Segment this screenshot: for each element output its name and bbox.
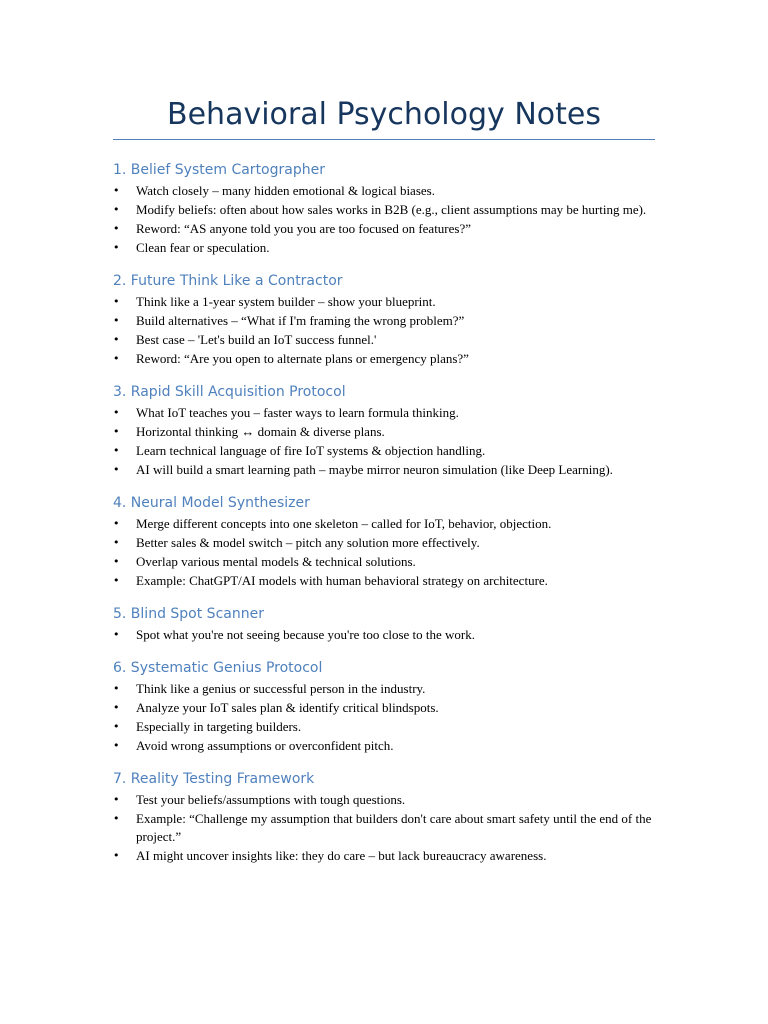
title-underline bbox=[113, 139, 655, 140]
list-item bbox=[113, 515, 655, 533]
bullet-icon: • bbox=[113, 463, 120, 476]
page-title: Behavioral Psychology Notes bbox=[167, 97, 601, 132]
list-item bbox=[113, 350, 655, 368]
list-item-text: Watch closely – many hidden emotional & logical biases. bbox=[136, 183, 435, 198]
bullet-icon: • bbox=[113, 536, 120, 549]
list-item-text: Avoid wrong assumptions or overconfident pitch. bbox=[136, 738, 394, 753]
list-item bbox=[113, 572, 655, 590]
list-item bbox=[113, 461, 655, 479]
bullet-icon: • bbox=[113, 295, 120, 308]
section-2 bbox=[113, 271, 655, 368]
bullet-icon: • bbox=[113, 720, 120, 733]
list-item bbox=[113, 293, 655, 311]
section-heading: 1. Belief System Cartographer bbox=[113, 162, 325, 178]
list-item-text: Merge different concepts into one skeleton – called for IoT, behavior, objection. bbox=[136, 516, 552, 531]
list-item bbox=[113, 553, 655, 571]
bullet-icon: • bbox=[113, 444, 120, 457]
list-item-text: Build alternatives – “What if I'm framing the wrong problem?” bbox=[136, 313, 465, 328]
list-item-text: Reword: “Are you open to alternate plans or emergency plans?” bbox=[136, 351, 469, 366]
bullet-list bbox=[113, 404, 655, 479]
section-7 bbox=[113, 769, 655, 865]
list-item bbox=[113, 718, 655, 736]
list-item-text: Think like a genius or successful person in the industry. bbox=[136, 681, 426, 696]
list-item-text: Think like a 1-year system builder – show your blueprint. bbox=[136, 294, 436, 309]
section-3 bbox=[113, 382, 655, 479]
list-item-text: Modify beliefs: often about how sales works in B2B (e.g., client assumptions may be hurting me). bbox=[136, 202, 647, 217]
list-item bbox=[113, 680, 655, 698]
list-item bbox=[113, 182, 655, 200]
bullet-list bbox=[113, 515, 655, 590]
bullet-icon: • bbox=[113, 628, 120, 641]
section-heading: 2. Future Think Like a Contractor bbox=[113, 273, 343, 289]
bullet-icon: • bbox=[113, 812, 120, 825]
section-1 bbox=[113, 160, 655, 257]
bullet-icon: • bbox=[113, 184, 120, 197]
list-item-text: Overlap various mental models & technical solutions. bbox=[136, 554, 416, 569]
bullet-icon: • bbox=[113, 574, 120, 587]
bullet-icon: • bbox=[113, 682, 120, 695]
list-item bbox=[113, 423, 655, 441]
bullet-icon: • bbox=[113, 203, 120, 216]
list-item bbox=[113, 737, 655, 755]
list-item-text: Reword: “AS anyone told you you are too focused on features?” bbox=[136, 221, 472, 236]
section-5 bbox=[113, 604, 655, 644]
section-heading: 7. Reality Testing Framework bbox=[113, 771, 315, 787]
list-item-text: Analyze your IoT sales plan & identify critical blindspots. bbox=[136, 700, 439, 715]
list-item-text: Learn technical language of fire IoT systems & objection handling. bbox=[136, 443, 486, 458]
bullet-icon: • bbox=[113, 793, 120, 806]
list-item bbox=[113, 699, 655, 717]
list-item-text: Example: “Challenge my assumption that builders don't care about smart safety until the end of the project.” bbox=[136, 811, 652, 844]
section-4 bbox=[113, 493, 655, 590]
list-item bbox=[113, 201, 655, 219]
list-item bbox=[113, 331, 655, 349]
list-item-text: AI will build a smart learning path – maybe mirror neuron simulation (like Deep Learning). bbox=[136, 462, 613, 477]
bullet-list bbox=[113, 293, 655, 368]
section-heading: 3. Rapid Skill Acquisition Protocol bbox=[113, 384, 346, 400]
section-6 bbox=[113, 658, 655, 755]
list-item bbox=[113, 404, 655, 422]
bullet-icon: • bbox=[113, 701, 120, 714]
list-item-text: Horizontal thinking ↔ domain & diverse plans. bbox=[136, 424, 385, 439]
list-item bbox=[113, 791, 655, 809]
list-item-text: Spot what you're not seeing because you're too close to the work. bbox=[136, 627, 475, 642]
bullet-list bbox=[113, 626, 655, 644]
list-item bbox=[113, 534, 655, 552]
bullet-icon: • bbox=[113, 517, 120, 530]
bullet-icon: • bbox=[113, 314, 120, 327]
bullet-list bbox=[113, 680, 655, 755]
bullet-list bbox=[113, 791, 655, 865]
bullet-icon: • bbox=[113, 739, 120, 752]
list-item bbox=[113, 626, 655, 644]
list-item bbox=[113, 312, 655, 330]
bullet-icon: • bbox=[113, 333, 120, 346]
list-item-text: Example: ChatGPT/AI models with human behavioral strategy on architecture. bbox=[136, 573, 548, 588]
list-item-text: What IoT teaches you – faster ways to learn formula thinking. bbox=[136, 405, 459, 420]
list-item bbox=[113, 220, 655, 238]
bullet-icon: • bbox=[113, 406, 120, 419]
list-item-text: Better sales & model switch – pitch any solution more effectively. bbox=[136, 535, 480, 550]
document-body bbox=[113, 160, 655, 879]
bullet-icon: • bbox=[113, 849, 120, 862]
section-heading: 5. Blind Spot Scanner bbox=[113, 606, 264, 622]
section-heading: 6. Systematic Genius Protocol bbox=[113, 660, 323, 676]
bullet-icon: • bbox=[113, 425, 120, 438]
list-item-text: Clean fear or speculation. bbox=[136, 240, 270, 255]
list-item-text: Best case – 'Let's build an IoT success funnel.' bbox=[136, 332, 377, 347]
list-item-text: Test your beliefs/assumptions with tough questions. bbox=[136, 792, 406, 807]
section-heading: 4. Neural Model Synthesizer bbox=[113, 495, 310, 511]
list-item-text: Especially in targeting builders. bbox=[136, 719, 302, 734]
bullet-icon: • bbox=[113, 555, 120, 568]
bullet-list bbox=[113, 182, 655, 257]
list-item bbox=[113, 239, 655, 257]
list-item-text: AI might uncover insights like: they do care – but lack bureaucracy awareness. bbox=[136, 848, 547, 863]
list-item bbox=[113, 810, 655, 846]
bullet-icon: • bbox=[113, 241, 120, 254]
list-item bbox=[113, 442, 655, 460]
bullet-icon: • bbox=[113, 222, 120, 235]
list-item bbox=[113, 847, 655, 865]
bullet-icon: • bbox=[113, 352, 120, 365]
